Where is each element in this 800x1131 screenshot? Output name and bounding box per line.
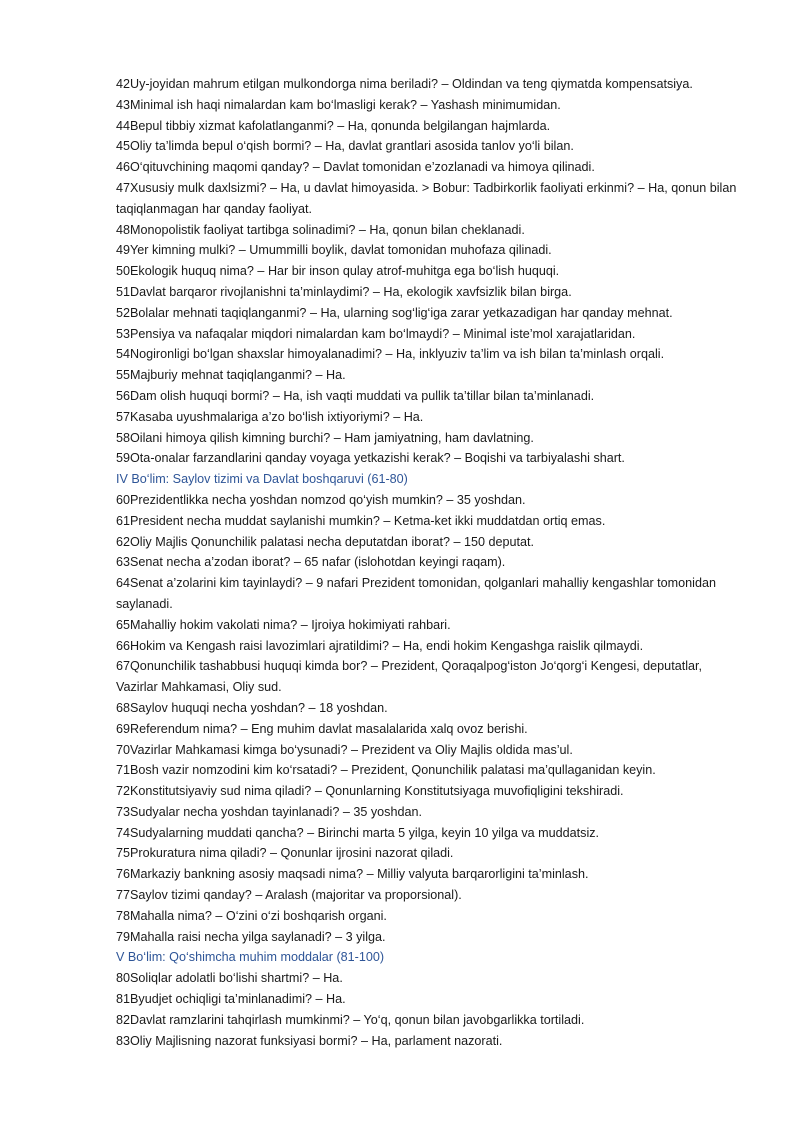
item-number: 63	[116, 555, 131, 570]
qa-item	[116, 407, 744, 428]
qa-item	[116, 157, 744, 178]
item-number: 67	[116, 659, 131, 674]
item-text: Oliy Majlisning nazorat funksiyasi bormi? – Ha, parlament nazorati.	[130, 1033, 503, 1048]
item-text: O‘qituvchining maqomi qanday? – Davlat tomonidan e’zozlanadi va himoya qilinadi.	[130, 160, 595, 175]
qa-item	[116, 927, 744, 948]
item-text: Bolalar mehnati taqiqlanganmi? – Ha, ularning sog‘lig‘iga zarar yetkazadigan har qanday mehnat.	[130, 305, 673, 320]
item-text: Referendum nima? – Eng muhim davlat masalalarida xalq ovoz berishi.	[130, 721, 528, 736]
section-heading: IV Bo‘lim: Saylov tizimi va Davlat boshqaruvi (61-80)	[116, 472, 408, 487]
item-number: 50	[116, 264, 131, 279]
qa-item	[116, 74, 744, 95]
item-number: 61	[116, 513, 131, 528]
item-number: 83	[116, 1033, 131, 1048]
item-text: Davlat barqaror rivojlanishni ta’minlaydimi? – Ha, ekologik xavfsizlik bilan birga.	[130, 284, 572, 299]
qa-item	[116, 324, 744, 345]
item-text: Prokuratura nima qiladi? – Qonunlar ijrosini nazorat qiladi.	[130, 846, 454, 861]
qa-item	[116, 864, 744, 885]
qa-item	[116, 178, 744, 220]
qa-item	[116, 448, 744, 469]
item-number: 43	[116, 97, 131, 112]
item-text: Senat a’zolarini kim tayinlaydi? – 9 nafari Prezident tomonidan, qolganlari mahalliy kengashlar tomonidan saylanadi.	[116, 576, 716, 611]
item-text: Bepul tibbiy xizmat kafolatlanganmi? – Ha, qonunda belgilangan hajmlarda.	[130, 118, 551, 133]
qa-item	[116, 573, 744, 615]
qa-item	[116, 740, 744, 761]
item-text: Qonunchilik tashabbusi huquqi kimda bor? – Prezident, Qoraqalpog‘iston Jo‘qorg‘i Kengesi, deputatlar, Vazirlar Mahkamasi, Oliy sud.	[116, 659, 702, 695]
qa-item	[116, 656, 744, 698]
item-text: Davlat ramzlarini tahqirlash mumkinmi? – Yo‘q, qonun bilan javobgarlikka tortiladi.	[130, 1012, 585, 1027]
item-text: Oilani himoya qilish kimning burchi? – Ham jamiyatning, ham davlatning.	[130, 430, 534, 445]
item-text: Saylov huquqi necha yoshdan? – 18 yoshdan.	[130, 700, 388, 715]
qa-item	[116, 282, 744, 303]
item-text: Mahalla nima? – O‘zini o‘zi boshqarish organi.	[130, 908, 387, 923]
qa-item	[116, 365, 744, 386]
qa-item	[116, 240, 744, 261]
item-number: 58	[116, 430, 131, 445]
item-number: 73	[116, 804, 131, 819]
item-number: 80	[116, 971, 131, 986]
qa-item	[116, 552, 744, 573]
item-text: Oliy ta’limda bepul o‘qish bormi? – Ha, davlat grantlari asosida tanlov yo‘li bilan.	[130, 139, 574, 154]
qa-item	[116, 989, 744, 1010]
item-text: President necha muddat saylanishi mumkin? – Ketma-ket ikki muddatdan ortiq emas.	[130, 513, 606, 528]
item-number: 47	[116, 180, 131, 195]
item-text: Konstitutsiyaviy sud nima qiladi? – Qonunlarning Konstitutsiyaga muvofiqligini tekshiradi.	[130, 784, 624, 799]
item-text: Majburiy mehnat taqiqlanganmi? – Ha.	[130, 368, 346, 383]
item-number: 77	[116, 888, 131, 903]
item-number: 78	[116, 908, 131, 923]
qa-item	[116, 344, 744, 365]
item-number: 53	[116, 326, 131, 341]
item-number: 79	[116, 929, 131, 944]
item-number: 71	[116, 763, 131, 778]
item-number: 69	[116, 721, 131, 736]
item-number: 64	[116, 576, 131, 591]
qa-item	[116, 698, 744, 719]
item-number: 70	[116, 742, 131, 757]
qa-item	[116, 490, 744, 511]
item-text: Monopolistik faoliyat tartibga solinadimi? – Ha, qonun bilan cheklanadi.	[130, 222, 525, 237]
qa-item	[116, 220, 744, 241]
qa-item	[116, 511, 744, 532]
qa-item	[116, 636, 744, 657]
qa-item	[116, 802, 744, 823]
item-text: Soliqlar adolatli bo‘lishi shartmi? – Ha.	[130, 971, 343, 986]
qa-item	[116, 428, 744, 449]
item-text: Mahalliy hokim vakolati nima? – Ijroiya hokimiyati rahbari.	[130, 617, 451, 632]
item-text: Ota-onalar farzandlarini qanday voyaga yetkazishi kerak? – Boqishi va tarbiyalashi shart.	[130, 451, 625, 466]
item-number: 55	[116, 368, 131, 383]
qa-item	[116, 1010, 744, 1031]
item-text: Minimal ish haqi nimalardan kam bo‘lmasligi kerak? – Yashash minimumidan.	[130, 97, 561, 112]
item-number: 48	[116, 222, 131, 237]
qa-item	[116, 843, 744, 864]
qa-item	[116, 303, 744, 324]
item-text: Mahalla raisi necha yilga saylanadi? – 3 yilga.	[130, 929, 386, 944]
item-text: Yer kimning mulki? – Umummilli boylik, davlat tomonidan muhofaza qilinadi.	[130, 243, 552, 258]
item-number: 76	[116, 867, 131, 882]
item-text: Sudyalarning muddati qancha? – Birinchi marta 5 yilga, keyin 10 yilga va muddatsiz.	[130, 825, 600, 840]
qa-item	[116, 968, 744, 989]
item-number: 49	[116, 243, 131, 258]
qa-item	[116, 823, 744, 844]
qa-item	[116, 386, 744, 407]
item-text: Oliy Majlis Qonunchilik palatasi necha deputatdan iborat? – 150 deputat.	[130, 534, 534, 549]
qa-item	[116, 760, 744, 781]
section-heading: V Bo‘lim: Qo‘shimcha muhim moddalar (81-100)	[116, 950, 385, 965]
qa-item	[116, 906, 744, 927]
qa-item	[116, 95, 744, 116]
item-text: Markaziy bankning asosiy maqsadi nima? – Milliy valyuta barqarorligini ta’minlash.	[130, 867, 589, 882]
qa-item	[116, 532, 744, 553]
item-number: 65	[116, 617, 131, 632]
item-text: Kasaba uyushmalariga a’zo bo‘lish ixtiyoriymi? – Ha.	[130, 409, 424, 424]
item-number: 66	[116, 638, 131, 653]
item-number: 82	[116, 1012, 131, 1027]
item-text: Xususiy mulk daxlsizmi? – Ha, u davlat himoyasida. > Bobur: Tadbirkorlik faoliyati erkinmi? – Ha, qonun bilan taqiqlanmagan har qanday faoliyat.	[116, 180, 737, 216]
qa-item	[116, 116, 744, 137]
item-number: 81	[116, 992, 131, 1007]
qa-item	[116, 136, 744, 157]
item-text: Dam olish huquqi bormi? – Ha, ish vaqti muddati va pullik ta’tillar bilan ta’minlanadi.	[130, 388, 595, 403]
item-number: 60	[116, 492, 131, 507]
item-number: 44	[116, 118, 131, 133]
item-number: 51	[116, 284, 131, 299]
item-text: Nogironligi bo‘lgan shaxslar himoyalanadimi? – Ha, inklyuziv ta’lim va ish bilan ta’minlash orqali.	[130, 347, 665, 362]
item-number: 74	[116, 825, 131, 840]
qa-item	[116, 615, 744, 636]
item-number: 56	[116, 388, 131, 403]
document-content	[116, 74, 744, 1051]
item-text: Bosh vazir nomzodini kim ko‘rsatadi? – Prezident, Qonunchilik palatasi ma’qullaganidan keyin.	[130, 763, 656, 778]
item-number: 54	[116, 347, 131, 362]
item-number: 45	[116, 139, 131, 154]
qa-item	[116, 261, 744, 282]
item-text: Pensiya va nafaqalar miqdori nimalardan kam bo‘lmaydi? – Minimal iste’mol xarajatlaridan.	[130, 326, 636, 341]
item-text: Uy-joyidan mahrum etilgan mulkondorga nima beriladi? – Oldindan va teng qiymatda kompensatsiya.	[130, 77, 693, 91]
item-number: 46	[116, 160, 131, 175]
item-text: Sudyalar necha yoshdan tayinlanadi? – 35 yoshdan.	[130, 804, 422, 819]
qa-item	[116, 719, 744, 740]
qa-item	[116, 781, 744, 802]
item-number: 68	[116, 700, 131, 715]
item-number: 75	[116, 846, 131, 861]
item-number: 59	[116, 451, 131, 466]
qa-item	[116, 1031, 744, 1052]
item-text: Ekologik huquq nima? – Har bir inson qulay atrof-muhitga ega bo‘lish huquqi.	[130, 264, 560, 279]
item-number: 52	[116, 305, 131, 320]
item-number: 62	[116, 534, 131, 549]
item-text: Saylov tizimi qanday? – Aralash (majoritar va proporsional).	[130, 888, 462, 903]
item-text: Vazirlar Mahkamasi kimga bo‘ysunadi? – Prezident va Oliy Majlis oldida mas’ul.	[130, 742, 573, 757]
qa-item	[116, 885, 744, 906]
item-text: Byudjet ochiqligi ta’minlanadimi? – Ha.	[130, 992, 346, 1007]
item-text: Hokim va Kengash raisi lavozimlari ajratildimi? – Ha, endi hokim Kengashga raislik qilmaydi.	[130, 638, 644, 653]
item-text: Prezidentlikka necha yoshdan nomzod qo‘yish mumkin? – 35 yoshdan.	[130, 492, 526, 507]
item-text: Senat necha a’zodan iborat? – 65 nafar (islohotdan keyingi raqam).	[130, 555, 506, 570]
item-number: 42	[116, 77, 131, 91]
item-number: 72	[116, 784, 131, 799]
item-number: 57	[116, 409, 131, 424]
